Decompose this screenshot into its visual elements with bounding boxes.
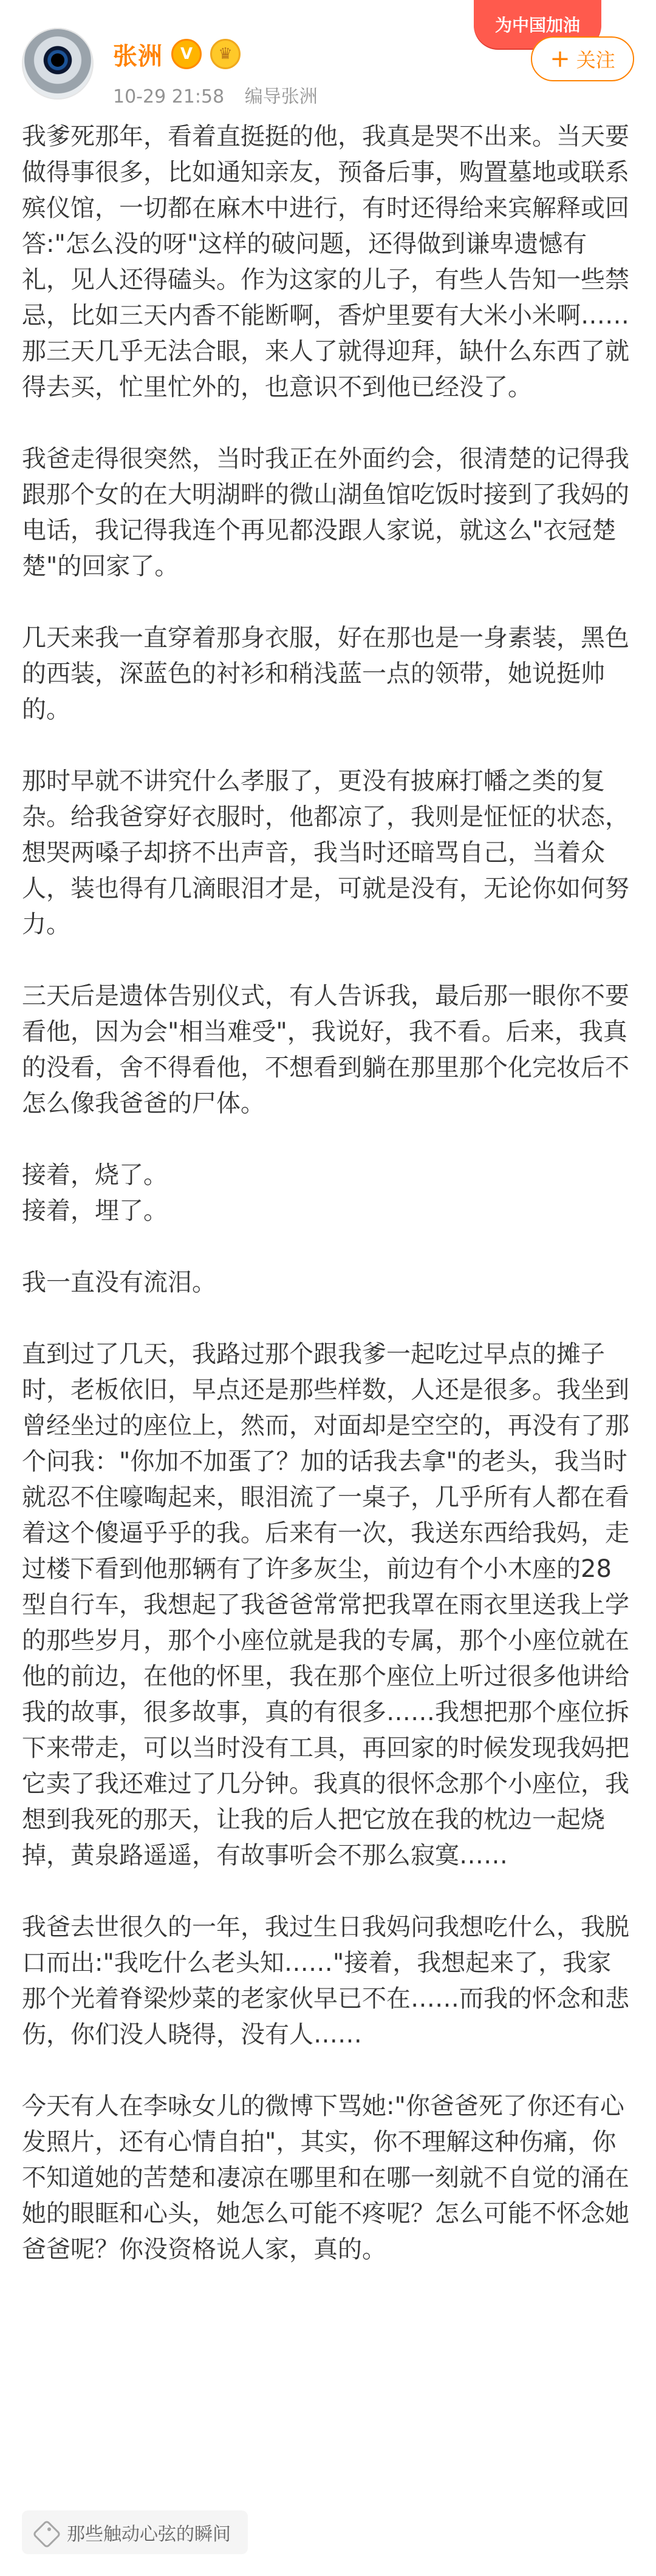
- topic-tag-label: 那些触动心弦的瞬间: [67, 2524, 231, 2545]
- post-body: [22, 119, 634, 2268]
- post-paragraph: 我爸去世很久的一年，我过生日我妈问我想吃什么，我脱口而出:"我吃什么老头知……"接着，我想起来了，我家那个光着脊梁炒菜的老家伙早已不在……而我的怀念和悲伤，你们没人晓得，没有人……: [22, 1913, 629, 2049]
- plus-icon: +: [550, 45, 570, 73]
- post-paragraph: 我爸走得很突然，当时我正在外面约会，很清楚的记得我跟那个女的在大明湖畔的微山湖鱼馆吃饭时接到了我妈的电话，我记得我连个再见都没跟人家说，就这么"衣冠楚楚"的回家了。: [22, 445, 629, 580]
- topic-badge: 为中国加油: [474, 0, 601, 49]
- tag-icon: [34, 2520, 58, 2544]
- follow-label: 关注: [576, 49, 615, 72]
- author-avatar[interactable]: [22, 28, 94, 100]
- author-row: [113, 33, 241, 75]
- follow-button[interactable]: [531, 36, 634, 81]
- post-paragraph: 三天后是遗体告别仪式，有人告诉我，最后那一眼你不要看他，因为会"相当难受"，我说好，我不看。后来，我真的没看，舍不得看他，不想看到躺在那里那个化完妆后不怎么像我爸爸的尸体。: [22, 982, 629, 1117]
- post-paragraph: 直到过了几天，我路过那个跟我爹一起吃过早点的摊子时，老板依旧，早点还是那些样数，人还是很多。我坐到曾经坐过的座位上，然而，对面却是空空的，再没有了那个问我："你加不加蛋了？加的话我去拿"的老头，我当时就忍不住嚎啕起来，眼泪流了一桌子，几乎所有人都在看着这个傻逼乎乎的我。后来有一次，我送东西给我妈，走过楼下看到他那辆有了许多灰尘，前边有个小木座的28型自行车，我想起了我爸爸常常把我罩在雨衣里送我上学的那些岁月，那个小座位就是我的专属，那个小座位就在他的前边，在他的怀里，我在那个座位上听过很多他讲给我的故事，很多故事，真的有很多……我想把那个座位拆下来带走，可以当时没有工具，再回家的时候发现我妈把它卖了我还难过了几分钟。我真的很怀念那个小座位，我想到我死的那天，让我的后人把它放在我的枕边一起烧掉，黄泉路遥遥，有故事听会不那么寂寞……: [22, 1340, 629, 1869]
- post-timestamp: 10-29 21:58: [113, 86, 225, 107]
- topic-tag-chip[interactable]: [22, 2510, 248, 2554]
- post-paragraph: 我爹死那年，看着直挺挺的他，我真是哭不出来。当天要做得事很多，比如通知亲友，预备后事，购置墓地或联系殡仪馆，一切都在麻木中进行，有时还得给来宾解释或回答:"怎么没的呀"这样的破问题，还得做到谦卑遗憾有礼，见人还得磕头。作为这家的儿子，有些人告知一些禁忌，比如三天内香不能断啊，香炉里要有大米小米啊……那三天几乎无法合眼，来人了就得迎拜，缺什么东西了就得去买，忙里忙外的，也意识不到他已经没了。: [22, 123, 629, 401]
- post-paragraph: 接着，埋了。: [22, 1197, 168, 1225]
- post-source: 编导张洲: [244, 86, 318, 107]
- post-paragraph: 接着，烧了。: [22, 1161, 168, 1189]
- vip-icon: V: [171, 39, 202, 69]
- crown-icon: ♛: [210, 39, 241, 69]
- post-paragraph: 那时早就不讲究什么孝服了，更没有披麻打幡之类的复杂。给我爸穿好衣服时，他都凉了，我则是怔怔的状态，想哭两嗓子却挤不出声音，我当时还暗骂自己，当着众人，装也得有几滴眼泪才是，可就是没有，无论你如何努力。: [22, 767, 629, 938]
- post-paragraph: 几天来我一直穿着那身衣服，好在那也是一身素装，黑色的西装，深蓝色的衬衫和稍浅蓝一点的领带，她说挺帅的。: [22, 624, 629, 724]
- author-name[interactable]: 张洲: [113, 42, 163, 70]
- avatar-eye-graphic: [51, 53, 64, 67]
- post-paragraph: 我一直没有流泪。: [22, 1269, 216, 1296]
- post-header: [0, 0, 656, 134]
- post-meta: [113, 81, 318, 108]
- post-paragraph: 今天有人在李咏女儿的微博下骂她:"你爸爸死了你还有心发照片，还有心情自拍"，其实，你不理解这种伤痛，你不知道她的苦楚和凄凉在哪里和在哪一刻就不自觉的涌在她的眼眶和心头，她怎么可能不疼呢？怎么可能不怀念她爸爸呢？你没资格说人家，真的。: [22, 2092, 629, 2263]
